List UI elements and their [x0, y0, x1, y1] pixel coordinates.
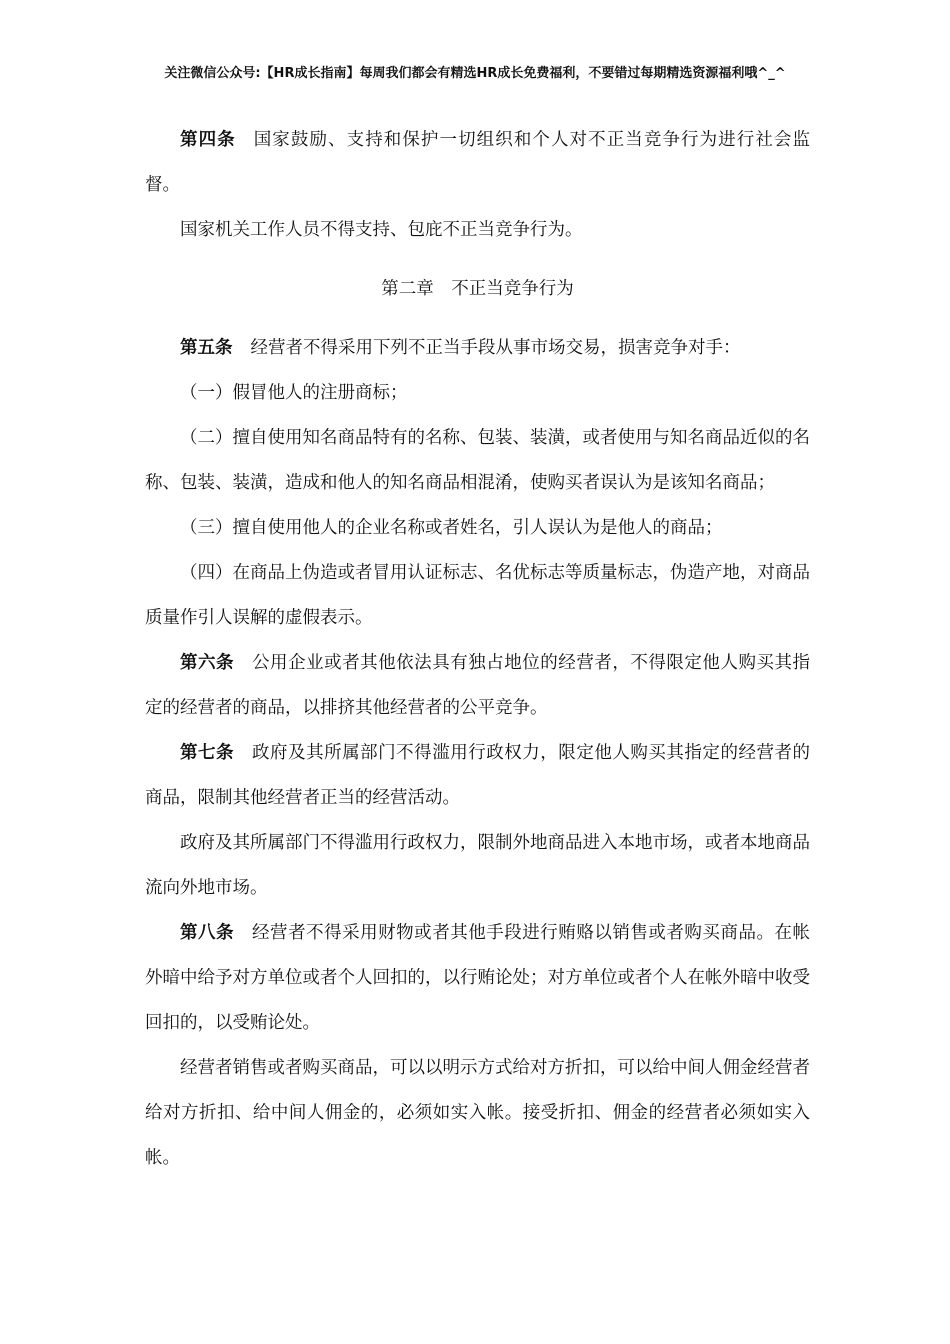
article-4-paragraph-2: 国家机关工作人员不得支持、包庇不正当竞争行为。: [180, 220, 583, 240]
article-5-paragraph-1: [145, 326, 810, 371]
article-8-paragraph-1: [145, 911, 810, 1046]
article-5-item-3: （三）擅自使用他人的企业名称或者姓名，引人误认为是他人的商品；: [180, 518, 723, 538]
article-6-paragraph-1: [145, 641, 810, 731]
article-6-text-1: 公用企业或者其他依法具有独占地位的经营者，不得限定他人购买其指定的经营者的商品，以排挤其他经营者的公平竞争。: [145, 653, 810, 718]
article-6-number: 第六条: [180, 653, 235, 673]
document-body: [145, 118, 810, 1181]
article-5-number: 第五条: [180, 338, 233, 358]
article-5-text-1: 经营者不得采用下列不正当手段从事市场交易，损害竞争对手：: [250, 338, 741, 358]
article-4-text-1: 国家鼓励、支持和保护一切组织和个人对不正当竞争行为进行社会监督。: [145, 130, 810, 195]
article-7-text-1: 政府及其所属部门不得滥用行政权力，限定他人购买其指定的经营者的商品，限制其他经营者正当的经营活动。: [145, 743, 810, 808]
article-5-item-1: （一）假冒他人的注册商标；: [180, 383, 408, 403]
article-8-paragraph-2: 经营者销售或者购买商品，可以以明示方式给对方折扣，可以给中间人佣金经营者给对方折扣、给中间人佣金的，必须如实入帐。接受折扣、佣金的经营者必须如实入帐。: [145, 1058, 810, 1168]
chapter-heading: 第二章 不正当竞争行为: [381, 279, 574, 299]
article-4-paragraph-1: [145, 118, 810, 208]
article-7-number: 第七条: [180, 743, 235, 763]
article-5-item-2: （二）擅自使用知名商品特有的名称、包装、装潢，或者使用与知名商品近似的名称、包装、装潢，造成和他人的知名商品相混淆，使购买者误认为是该知名商品；: [145, 428, 810, 493]
article-8-text-1: 经营者不得采用财物或者其他手段进行贿赂以销售或者购买商品。在帐外暗中给予对方单位或者个人回扣的，以行贿论处；对方单位或者个人在帐外暗中收受回扣的，以受贿论处。: [145, 923, 810, 1033]
article-7-paragraph-1: [145, 731, 810, 821]
article-4-number: 第四条: [180, 130, 236, 150]
article-8-number: 第八条: [180, 923, 235, 943]
article-5-item-4: （四）在商品上伪造或者冒用认证标志、名优标志等质量标志，伪造产地，对商品质量作引人误解的虚假表示。: [145, 563, 810, 628]
page-header: 关注微信公众号:【HR成长指南】每周我们都会有精选HR成长免费福利，不要错过每期精选资源福利哦^_^: [164, 66, 786, 81]
article-7-paragraph-2: 政府及其所属部门不得滥用行政权力，限制外地商品进入本地市场，或者本地商品流向外地市场。: [145, 833, 810, 898]
